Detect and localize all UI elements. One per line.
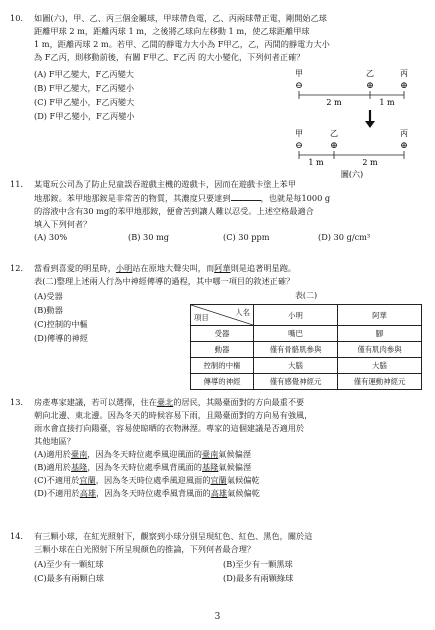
question-11-text xyxy=(34,178,420,231)
charge-diagram xyxy=(272,68,422,178)
label-bing-top: 丙 xyxy=(400,69,408,78)
table-caption: 表(二) xyxy=(294,291,318,300)
page-number: 3 xyxy=(214,612,221,622)
option-a[interactable]: (A) 30% xyxy=(34,232,68,242)
table-2 xyxy=(190,289,422,390)
positive-charge-icon: ⊕ xyxy=(366,81,374,91)
distance-label: 2 m xyxy=(326,98,342,107)
question-line: 表(二)整理上述兩人行為中神經傳導的過程，其中哪一項目的敘述正確？ xyxy=(34,276,295,286)
figure-6 xyxy=(272,68,422,182)
table-header: 阿華 xyxy=(338,305,422,326)
distance-label: 1 m xyxy=(379,98,395,107)
question-line: 距離甲球 2 m，距離丙球 1 m，之後將乙球向左移動 1 m，使乙球距離甲球 xyxy=(34,26,310,36)
table-header: 小明 xyxy=(254,305,338,326)
option-c[interactable]: (C) 30 ppm xyxy=(223,232,270,242)
question-line: 某電玩公司為了防止兒童誤吞遊戲主機的遊戲卡，因而在遊戲卡塗上苯甲 xyxy=(34,179,297,189)
positive-charge-icon: ⊕ xyxy=(400,141,408,151)
table-row: 傳導的神經 僅有感覺神經元 僅有運動神經元 xyxy=(191,374,422,390)
answer-blank xyxy=(231,191,261,201)
option-a[interactable]: (A)適用於臺南，因為冬天時位處季風迎風面的臺南氣候偏溼 xyxy=(34,449,252,459)
option-b[interactable]: (B) 30 mg xyxy=(128,232,170,242)
question-line: 為 F乙丙，則移動前後，有關 F甲乙、F乙丙 的大小變化，下列何者正確？ xyxy=(34,52,305,62)
distance-label: 1 m xyxy=(308,158,324,167)
question-line: 其他地區？ xyxy=(34,436,75,446)
question-line: 填入下列何者？ xyxy=(34,219,92,229)
table-corner: 人名 項目 xyxy=(191,305,254,326)
nerve-table xyxy=(190,304,422,390)
option-b[interactable]: (B)動器 xyxy=(34,305,63,315)
question-line: 有三顆小球，在紅光照射下，觀察到小球分別呈現紅色、紅色、黑色，關於這 xyxy=(34,531,313,541)
option-d[interactable]: (D) 30 g/cm³ xyxy=(318,232,371,242)
question-number: 12. xyxy=(10,263,24,273)
option-d[interactable]: (D)最多有兩顆綠球 xyxy=(223,573,294,583)
option-b[interactable]: (B)至少有一顆黑球 xyxy=(223,559,293,569)
label-yi-bottom: 乙 xyxy=(330,129,338,138)
question-14-text xyxy=(34,530,420,556)
table-row: 受器 嘴巴 腳 xyxy=(191,326,422,342)
question-number: 13. xyxy=(10,397,24,407)
option-c[interactable]: (C)最多有兩顆白球 xyxy=(34,573,104,583)
question-line: 朝向北邊、東北邊。因為冬天的時候容易下雨，且陽臺面對的方向易有強風， xyxy=(34,410,313,420)
table-row: 動器 僅有骨骼肌參與 僅有肌肉參與 xyxy=(191,342,422,358)
option-d[interactable]: (D)不適用於高雄，因為冬天時位處季風背風面的高雄氣候偏乾 xyxy=(34,488,260,498)
table-row: 控制的中樞 大腦 大腦 xyxy=(191,358,422,374)
negative-charge-icon: ⊖ xyxy=(295,81,303,91)
question-number: 10. xyxy=(10,13,24,23)
question-number: 11. xyxy=(10,179,24,189)
question-line: 房產專家建議，若可以選擇，住在臺北的居民，其陽臺面對的方向最重不要 xyxy=(34,397,305,407)
question-13-text xyxy=(34,396,420,500)
distance-label: 2 m xyxy=(362,158,378,167)
negative-charge-icon: ⊖ xyxy=(295,141,303,151)
positive-charge-icon: ⊕ xyxy=(400,81,408,91)
option-c[interactable]: (C) F甲乙變小，F乙丙變大 xyxy=(34,97,135,107)
option-a[interactable]: (A) F甲乙變大，F乙丙變大 xyxy=(34,69,134,79)
question-line: 當看到喜愛的明星時，小明站在原地大聲尖叫，而阿華則是追著明星跑。 xyxy=(34,263,297,273)
label-bing-bottom: 丙 xyxy=(400,129,408,138)
option-c[interactable]: (C)控制的中樞 xyxy=(34,319,88,329)
label-jia-bottom: 甲 xyxy=(295,129,303,138)
down-arrow-icon xyxy=(365,121,375,128)
question-line: 1 m，距離丙球 2 m。若甲、乙間的靜電力大小為 F甲乙，乙，丙間的靜電力大小 xyxy=(34,39,330,49)
question-line: 雨水會直接打向陽臺，容易使晾晒的衣物淋溼。專家的這個建議是否適用於 xyxy=(34,423,305,433)
option-b[interactable]: (B) F甲乙變大，F乙丙變小 xyxy=(34,83,135,93)
option-d[interactable]: (D)傳導的神經 xyxy=(34,333,88,343)
question-line: 如圖(六)，甲、乙、丙三個金屬球，甲球帶負電，乙、丙兩球帶正電，剛開始乙球 xyxy=(34,13,327,23)
question-line: 地那銨。苯甲地那銨是非常苦的物質，其濃度只要達到 ，也就是每1000 g xyxy=(34,193,331,203)
option-a[interactable]: (A)受器 xyxy=(34,291,63,301)
question-10-text xyxy=(34,12,420,64)
option-c[interactable]: (C)不適用於宜蘭，因為冬天時位處季風迎風面的宜蘭氣候偏乾 xyxy=(34,475,260,485)
option-a[interactable]: (A)至少有一顆紅球 xyxy=(34,559,104,569)
label-yi-top: 乙 xyxy=(366,69,374,78)
question-line: 的溶液中含有30 mg的苯甲地那銨，便會苦到讓人難以忍受。上述空格最適合 xyxy=(34,206,314,216)
label-jia-top: 甲 xyxy=(295,69,303,78)
question-12-text xyxy=(34,262,420,288)
option-d[interactable]: (D) F甲乙變小，F乙丙變小 xyxy=(34,111,135,121)
option-b[interactable]: (B)適用於基隆，因為冬天時位處季風背風面的基隆氣候偏溼 xyxy=(34,462,252,472)
figure-caption: 圖(六) xyxy=(340,170,364,178)
positive-charge-icon: ⊕ xyxy=(330,141,338,151)
question-line: 三顆小球在白光照射下所呈現顏色的推論，下列何者最合理？ xyxy=(34,544,256,554)
question-number: 14. xyxy=(10,531,24,541)
